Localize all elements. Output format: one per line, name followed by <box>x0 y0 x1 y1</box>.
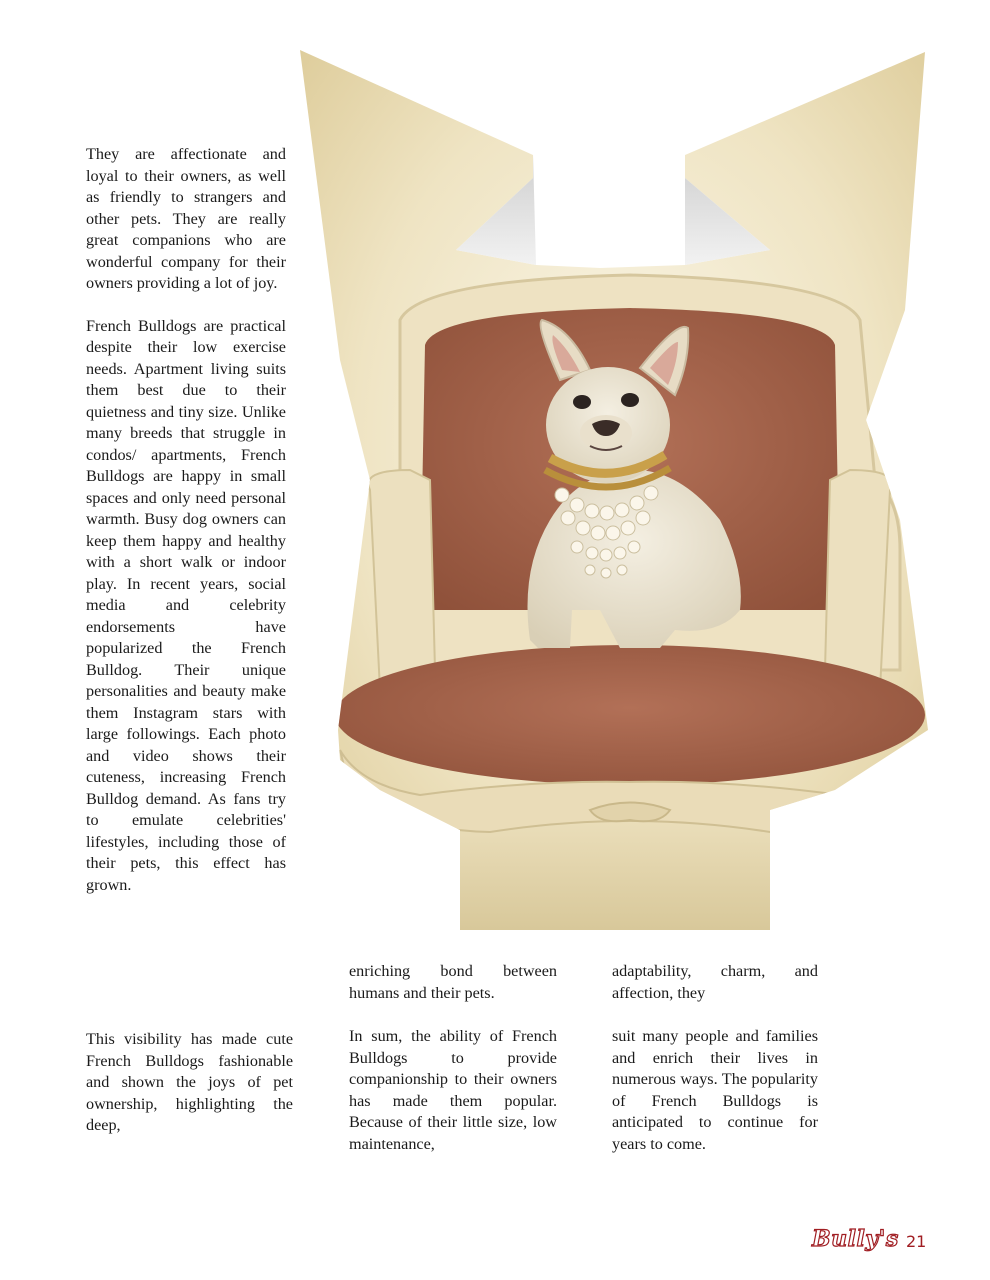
article-column-3-continued <box>612 1026 818 1176</box>
article-column-1-continued <box>86 1029 293 1158</box>
page-number: 21 <box>906 1232 927 1251</box>
article-column-2 <box>349 961 557 1025</box>
french-bulldog-photo <box>300 50 940 930</box>
article-column-3 <box>612 961 818 1025</box>
paragraph-practical: French Bulldogs are practical despite their low exercise needs. Apartment living suits them best due to their quietness and tiny size. Unlike many breeds that struggle in condos/ apartments, French Bulldogs are happy in small spaces and only need personal warmth. Busy dog owners can keep them happy and healthy with a short walk or indoor play. In recent years, social media and celebrity endorsements have popularized the French Bulldog. Their unique personalities and beauty make them Instagram stars with large followings. Each photo and video shows their cuteness, increasing French Bulldog demand. As fans try to emulate celebrities' lifestyles, including those of their pets, this effect has grown. <box>86 316 286 894</box>
paragraph-affectionate: They are affectionate and loyal to their owners, as well as friendly to strangers and other pets. They are really great companions who are wonderful company for their owners providing a lot of joy. <box>86 145 286 292</box>
paragraph-enriching-bond: enriching bond between humans and their pets. <box>349 962 557 1002</box>
paragraph-adaptability: adaptability, charm, and affection, they <box>612 962 818 1002</box>
paragraph-suit-many: suit many people and families and enrich their lives in numerous ways. The popularity of French Bulldogs is anticipated to continue for years to come. <box>612 1027 818 1153</box>
bullys-logo: Bully's <box>812 1226 899 1252</box>
paragraph-in-sum: In sum, the ability of French Bulldogs to provide companionship to their owners has made them popular. Because of their little size, low maintenance, <box>349 1027 557 1153</box>
article-column-2-continued <box>349 1026 557 1176</box>
article-column-1 <box>86 144 286 917</box>
paragraph-visibility: This visibility has made cute French Bulldogs fashionable and shown the joys of pet ownership, highlighting the deep, <box>86 1030 293 1134</box>
